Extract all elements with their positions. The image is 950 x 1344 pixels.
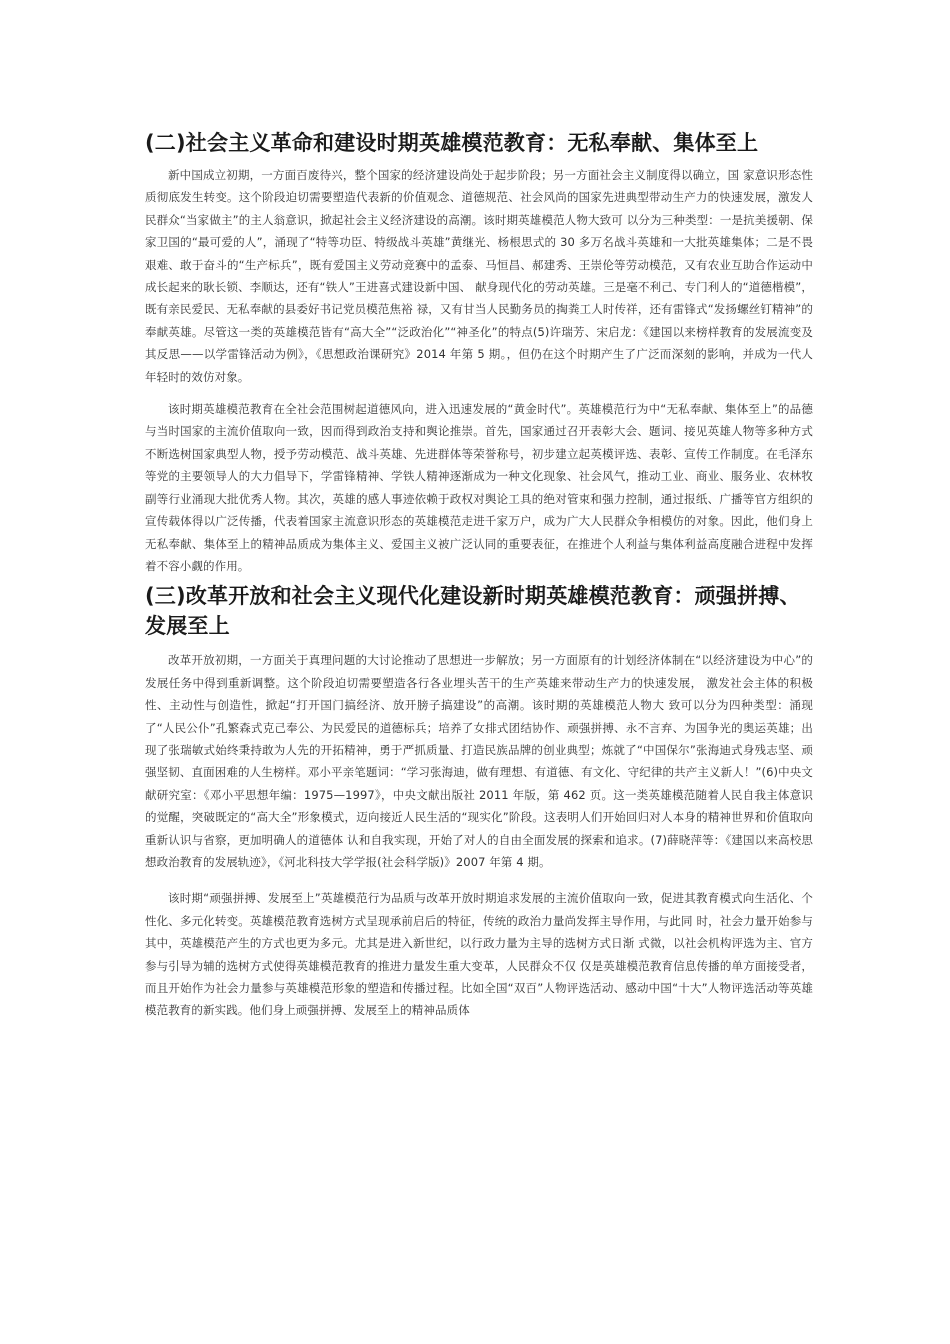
document-page (145, 128, 813, 1022)
paragraph: 改革开放初期，一方面关于真理问题的大讨论推动了思想进一步解放；另一方面原有的计划经济体制在“以经济建设为中心”的发展任务中得到重新调整。这个阶段迫切需要塑造各行各业埋头苦干的生产英雄来带动生产力的快速发展， 激发社会主体的积极性、主动性与创造性，掀起“打开国门搞经济、放开膀子搞建设”的高潮。该时期的英雄模范人物大 致可以分为四种类型：涌现了“人民公仆”孔繁森式克己奉公、为民爱民的道德标兵；培养了女排式团结协作、顽强拼搏、永不言弃、为国争光的奥运英雄；出现了张瑞敏式始终秉持敢为人先的开拓精神，勇于严抓质量、打造民族品牌的创业典型；炼就了“中国保尔”张海迪式身残志坚、顽强坚韧、直面困难的人生榜样。邓小平亲笔题词：“学习张海迪，做有理想、有道德、有文化、守纪律的共产主义新人！”(6)中央文献研究室：《邓小平思想年编：1975—1997》，中央文献出版社 2011 年版，第 462 页。这一类英雄模范随着人民自我主体意识的觉醒，突破既定的“高大全”形象模式，迈向接近人民生活的“现实化”阶段。这表明人们开始回归对人本身的精神世界和价值取向重新认识与省察，更加明确人的道德体 认和自我实现，开始了对人的自由全面发展的探索和追求。(7)薛晓萍等：《建国以来高校思想政治教育的发展轨迹》，《河北科技大学学报(社会科学版)》2007 年第 4 期。 (145, 653, 813, 869)
paragraph: 该时期英雄模范教育在全社会范围树起道德风向，进入迅速发展的“黄金时代”。英雄模范行为中“无私奉献、集体至上”的品德与当时国家的主流价值取向一致，因而得到政治支持和舆论推崇。首先，国家通过召开表彰大会、题词、接见英雄人物等多种方式不断选树国家典型人物，授予劳动模范、战斗英雄、先进群体等荣誉称号，初步建立起英模评选、表彰、宣传工作制度。在毛泽东等党的主要领导人的大力倡导下，学雷锋精神、学铁人精神逐渐成为一种文化现象、社会风气，推动工业、商业、服务业、农林牧副等行业涌现大批优秀人物。其次，英雄的感人事迹依赖于政权对舆论工具的绝对管束和强力控制，通过报纸、广播等官方组织的宣传载体得以广泛传播，代表着国家主流意识形态的英雄模范走进千家万户，成为广大人民群众争相模仿的对象。因此，他们身上无私奉献、集体至上的精神品质成为集体主义、爱国主义被广泛认同的重要表征，在推进个人利益与集体利益高度融合进程中发挥着不容小觑的作用。 (145, 402, 813, 573)
section-heading-2: (二)社会主义革命和建设时期英雄模范教育：无私奉献、集体至上 (145, 131, 759, 155)
paragraph: 新中国成立初期，一方面百废待兴，整个国家的经济建设尚处于起步阶段；另一方面社会主义制度得以确立，国 家意识形态性质彻底发生转变。这个阶段迫切需要塑造代表新的价值观念、道德规范、社会风尚的国家先进典型带动生产力的快速发展，激发人民群众“当家做主”的主人翁意识，掀起社会主义经济建设的高潮。该时期英雄模范人物大致可 以分为三种类型：一是抗美援朝、保家卫国的“最可爱的人”，涌现了“特等功臣、特级战斗英雄”黄继光、杨根思式的 30 多万名战斗英雄和一大批英雄集体；二是不畏艰难、敢于奋斗的“生产标兵”，既有爱国主义劳动竞赛中的孟泰、马恒昌、郝建秀、王崇伦等劳动模范，又有农业互助合作运动中成长起来的耿长锁、李顺达，还有“铁人”王进喜式建设新中国、 献身现代化的劳动英雄。三是毫不利己、专门利人的“道德楷模”，既有亲民爱民、无私奉献的县委好书记党员模范焦裕 禄，又有甘当人民勤务员的掏粪工人时传祥，还有雷锋式“发扬螺丝钉精神”的奉献英雄。尽管这一类的英雄模范皆有“高大全”“泛政治化”“神圣化”的特点(5)许瑞芳、宋启龙：《建国以来榜样教育的发展流变及其反思——以学雷锋活动为例》，《思想政治课研究》2014 年第 5 期。，但仍在这个时期产生了广泛而深刻的影响，并成为一代人年轻时的效仿对象。 (145, 168, 813, 384)
section-heading-3: (三)改革开放和社会主义现代化建设新时期英雄模范教育：顽强拼搏、发展至上 (145, 584, 801, 639)
paragraph: 该时期“顽强拼搏、发展至上”英雄模范行为品质与改革开放时期追求发展的主流价值取向一致，促进其教育模式向生活化、个性化、多元化转变。英雄模范教育选树方式呈现承前启后的特征，传统的政治力量尚发挥主导作用，与此同 时，社会力量开始参与其中，英雄模范产生的方式也更为多元。尤其是进入新世纪，以行政力量为主导的选树方式日渐 式微，以社会机构评选为主、官方参与引导为辅的选树方式使得英雄模范教育的推进力量发生重大变革，人民群众不仅 仅是英雄模范教育信息传播的单方面接受者，而且开始作为社会力量参与英雄模范形象的塑造和传播过程。比如全国“双百”人物评选活动、感动中国“十大”人物评选活动等英雄模范教育的新实践。他们身上顽强拼搏、发展至上的精神品质体 (145, 891, 813, 1018)
